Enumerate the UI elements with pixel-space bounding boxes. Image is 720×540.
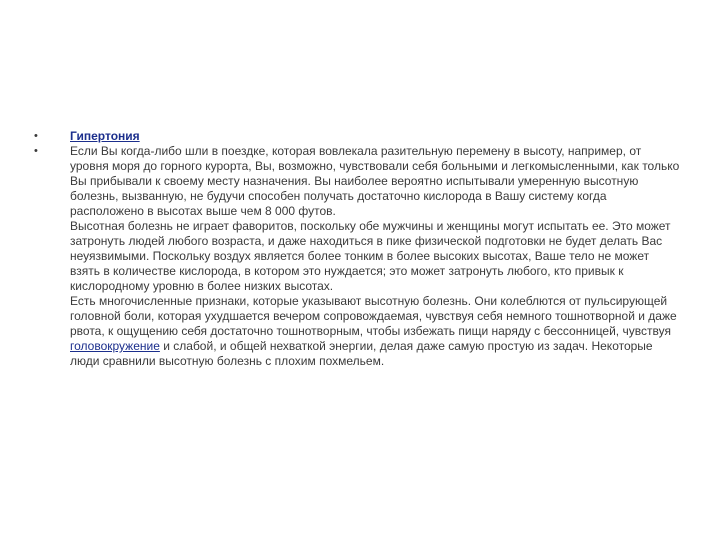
- list-item-body-text: [70, 144, 682, 369]
- bullet-icon: •: [34, 130, 38, 142]
- list-item-body: [32, 144, 682, 369]
- paragraph-3-end: и слабой, и общей нехваткой энергии, делая даже самую простую из задач. Некоторые люди сравнили высотную болезнь с плохим похмельем.: [70, 339, 653, 368]
- paragraph-3: [70, 294, 682, 369]
- hypertension-link[interactable]: Гипертония: [70, 129, 140, 143]
- dizziness-link[interactable]: головокружение: [70, 339, 160, 353]
- paragraph-1: Если Вы когда-либо шли в поездке, которая вовлекала разительную перемену в высоту, например, от уровня моря до горного курорта, Вы, возможно, чувствовали себя больными и легкомысленными, как только Вы прибывали к своему месту назначения. Вы наиболее вероятно испытывали умеренную высотную болезнь, вызванную, не будучи способен получать достаточно кислорода в Вашу систему когда расположено в высотах выше чем 8 000 футов.: [70, 144, 680, 218]
- list-item-title-text: [70, 129, 682, 144]
- bullet-list: [32, 129, 682, 369]
- paragraph-3-start: Есть многочисленные признаки, которые указывают высотную болезнь. Они колеблются от пульсирующей головной боли, которая ухудшается вечером сопровождаемая, чувствуя себя немного тошнотворной и даже рвота, к ощущению себя достаточно тошнотворным, чтобы избежать пищи наряду с бессонницей, чувствуя: [70, 294, 677, 338]
- list-item-title: [32, 129, 682, 144]
- paragraph-2: Высотная болезнь не играет фаворитов, поскольку обе мужчины и женщины могут испытать ее. Это может затронуть людей любого возраста, и даже находиться в пике физической подготовки не будет делать Вас неуязвимыми. Поскольку воздух является более тонким в более высоких высотах, Ваше тело не может взять в количестве кислорода, в котором это нуждается; это может затронуть любого, кто привык к кислородному уровню в более низких высотах.: [70, 219, 671, 293]
- bullet-icon: •: [34, 145, 38, 157]
